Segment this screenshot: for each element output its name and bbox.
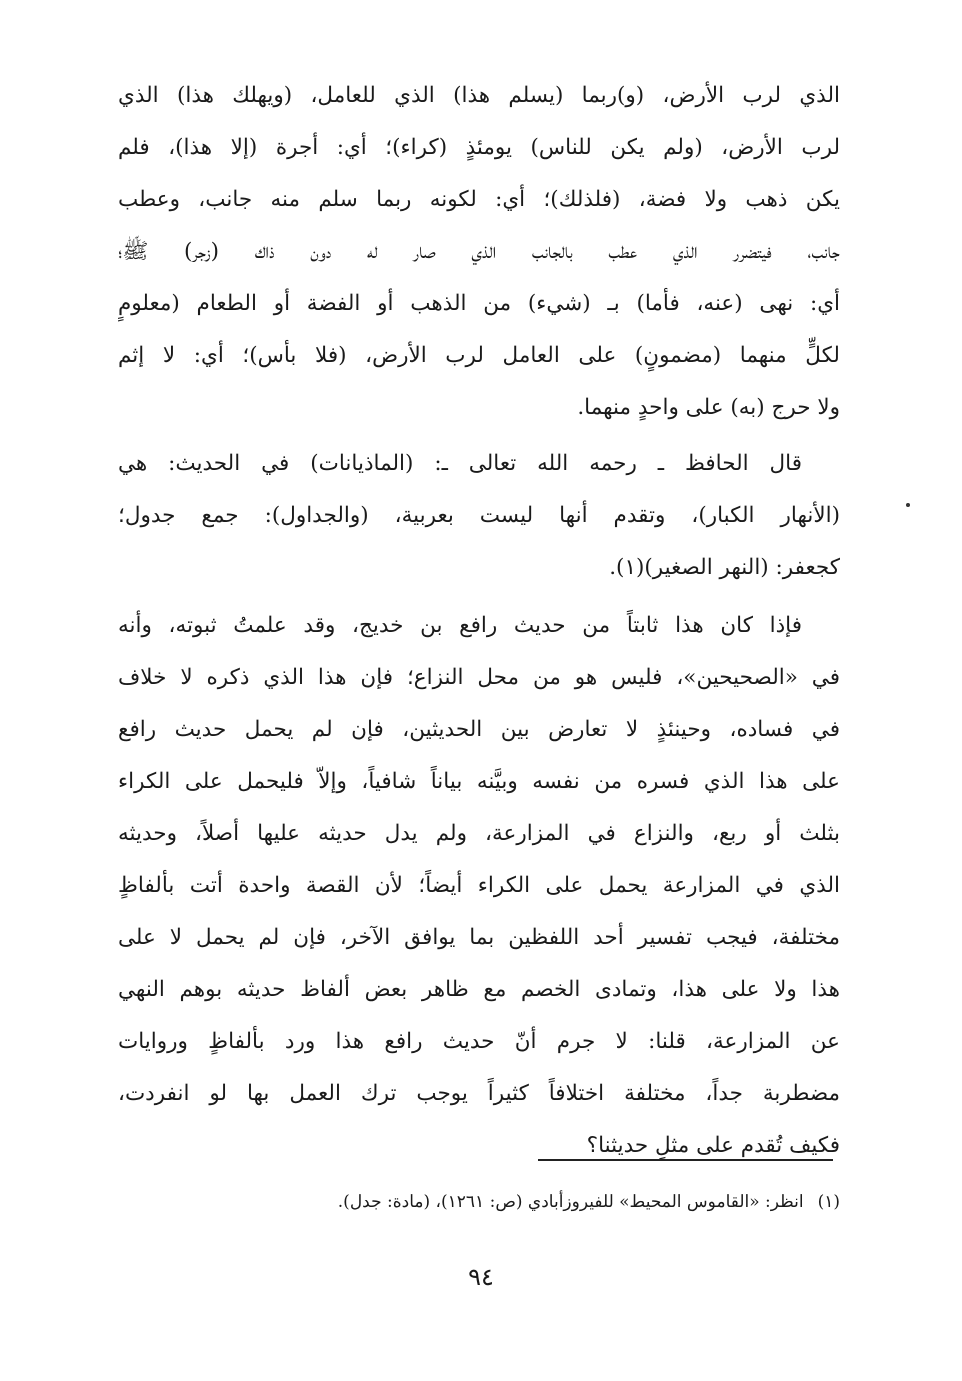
text-line: مضطربة جداً، مختلفة اختلافاً كثيراً يوجب ترك العمل بها لو انفردت، (118, 1081, 840, 1106)
text-line: لرب الأرض، (ولم يكن للناس) يومئذٍ (كراء)؛ أي: أجرة (إلا هذا)، فلم (118, 135, 840, 160)
text-line: (الأنهار الكبار)، وتقدم أنها ليست بعربية، (والجداول): جمع جدول؛ (118, 503, 840, 528)
text-line: بثلث أو ربع، والنزاع في المزارعة، ولم يدل حديثه عليها أصلاً، وحديثه (118, 821, 840, 846)
text-line: جانب، فيتضرر الذي عطب بالجانب الذي صار له دون ذاك (زجر) ﷺ؛ (118, 239, 840, 264)
footnote-number: (١) (817, 1192, 840, 1212)
page-number: ٩٤ (468, 1263, 494, 1291)
text-line: الذي في المزارعة يحمل على الكراء أيضاً؛ لأن القصة واحدة أتت بألفاظٍ (118, 873, 840, 898)
text-line: عن المزارعة، قلنا: لا جرم أنّ حديث رافع هذا ورد بألفاظٍ وروايات (118, 1029, 840, 1054)
text-line: هذا ولا على هذا، وتمادى الخصم مع ظاهر بعض ألفاظ حديثه بوهم النهي (118, 977, 840, 1002)
text-line: يكن ذهب ولا فضة، (فلذلك)؛ أي: لكونه ربما سلم منه جانب، وعطب (118, 187, 840, 212)
text-line: كجعفر: (النهر الصغير)(١). (609, 555, 840, 580)
text-line: فكيف تُقدم على مثلِ حديثنا؟ (586, 1133, 840, 1158)
text-line: لكلٍّ منهما (مضمونٍ) على العامل لرب الأرض، (فلا بأس)؛ أي: لا إثم (118, 343, 840, 368)
text-line: مختلفة، فيجب تفسير أحد اللفظين بما يوافق الآخر، فإن لم يحمل لا على (118, 925, 840, 950)
text-line: أي: نهى (عنه، فأما) بـ (شيء) من الذهب أو الفضة أو الطعام (معلومٍ (118, 291, 840, 316)
paragraph-1 (118, 70, 840, 434)
stray-dot-mark (906, 503, 910, 507)
text-line: في «الصحيحين»، فليس هو من محل النزاع؛ فإن هذا الذي ذكره لا خلاف (118, 665, 840, 690)
footnote-text: انظر: «القاموس المحيط» للفيروزأبادي (ص: ١٢٦١)، (مادة: جدل). (337, 1192, 804, 1212)
text-line: قال الحافظ ـ رحمه الله تعالى ـ: (الماذيانات) في الحديث: هي (118, 451, 802, 476)
footnote-divider (538, 1159, 833, 1161)
text-line: على هذا الذي فسره من نفسه وبيَّنه بياناً شافياً، وإلاّ فليحمل على الكراء (118, 769, 840, 794)
footnote (118, 1187, 840, 1217)
text-line: ولا حرج (به) على واحدٍ منهما. (577, 395, 840, 420)
text-line: فإذا كان هذا ثابتاً من حديث رافع بن خديج، وقد علمتُ ثبوته، وأنه (118, 613, 802, 638)
text-line: في فساده، وحينئذٍ لا تعارض بين الحديثين، فإن لم يحمل حديث رافع (118, 717, 840, 742)
paragraph-3 (118, 600, 840, 1172)
paragraph-2 (118, 438, 840, 594)
text-line: الذي لرب الأرض، (و)ربما (يسلم هذا) الذي للعامل، (ويهلك هذا) الذي (118, 83, 840, 108)
